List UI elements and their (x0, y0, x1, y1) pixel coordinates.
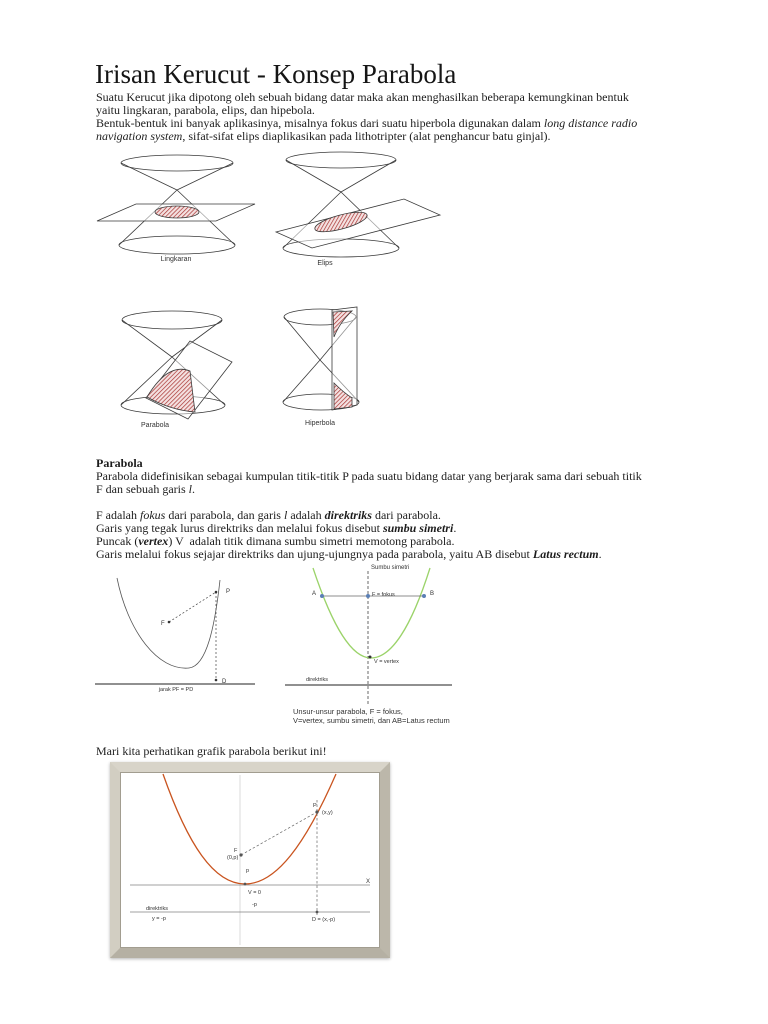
label-focus: F = fokus (372, 592, 395, 598)
cone-top-rim (121, 155, 233, 171)
figure-caption-line-2: V=vertex, sumbu simetri, dan AB=Latus rectum (293, 716, 450, 725)
definition-line-1: Parabola didefinisikan sebagai kumpulan titik-titik P pada suatu bidang datar yang berjarak sama dari sebuah titik (96, 469, 642, 483)
label-p: P (226, 589, 231, 595)
axis-line-text: Garis yang tegak lurus direktriks dan melalui fokus disebut (96, 521, 383, 535)
vertex-point (369, 656, 372, 659)
label-elips: Elips (317, 260, 333, 267)
point-p (315, 810, 318, 813)
term-fokus: fokus (140, 508, 166, 522)
graph-intro-text: Mari kita perhatikan grafik parabola berikut ini! (96, 744, 327, 758)
point-d (215, 679, 218, 682)
line-l-symbol: l (283, 508, 288, 522)
cone-parabola-section (121, 311, 232, 419)
label-parabola: Parabola (140, 422, 170, 429)
term-vertex: vertex (138, 534, 169, 548)
cone-side-line (286, 160, 341, 192)
label-p-coords: (x,y) (322, 810, 333, 816)
parabola-cross-section (147, 369, 195, 412)
label-f: F (161, 621, 165, 627)
intro-line-3-text: Bentuk-bentuk ini banyak aplikasinya, misalnya fokus dari suatu hiperbola digunakan dalam (96, 116, 544, 130)
vertex-point (244, 883, 247, 886)
point-a (320, 594, 324, 598)
label-vertex: V = vertex (374, 659, 399, 665)
cone-top-rim (122, 311, 222, 329)
term-navigation-system: navigation system (96, 129, 183, 143)
distance-caption: jarak PF = PD (158, 687, 194, 693)
circle-cross-section (155, 206, 199, 218)
focus-point (366, 594, 370, 598)
page-title: Irisan Kerucut - Konsep Parabola (95, 59, 457, 89)
focus-line-part: dari parabola. (371, 508, 441, 522)
point-b (422, 594, 426, 598)
point-d (316, 911, 319, 914)
label-f-coords: (0,p) (227, 855, 239, 861)
term-long-distance-radio: long distance radio (543, 116, 638, 130)
cone-side-line (283, 360, 320, 402)
label-p: P (313, 803, 317, 809)
label-hiperbola: Hiperbola (305, 420, 335, 427)
distance-definition-figure (95, 578, 255, 693)
parabola-graph (120, 772, 380, 948)
label-directrix: direktriks (146, 906, 169, 912)
focus-line-part: F adalah (96, 508, 140, 522)
intro-line-1: Suatu Kerucut jika dipotong oleh sebuah bidang datar maka akan menghasilkan beberapa kemungkinan bentuk (96, 90, 629, 104)
focus-point (239, 853, 242, 856)
intro-line-2: yaitu lingkaran, parabola, elips, dan hipebola. (96, 103, 315, 117)
term-direktriks: direktriks (324, 508, 372, 522)
line-l-symbol: l (188, 482, 192, 496)
parabola-curve (313, 568, 430, 658)
definition-line-2-end: . (192, 482, 195, 496)
cone-side-line (121, 163, 177, 190)
cone-hyperbola-section (283, 307, 359, 410)
focus-to-point-dashed (169, 592, 216, 622)
conic-sections-figure (0, 140, 768, 440)
term-latus-rectum: Latus rectum (532, 547, 599, 561)
label-f: F (234, 848, 238, 854)
label-a: A (312, 591, 317, 597)
cone-side-line (284, 317, 320, 360)
figure-caption-line-1: Unsur-unsur parabola, F = fokus, (293, 707, 403, 716)
axis-line-end: . (453, 521, 457, 535)
label-minus-p: -p (252, 902, 257, 908)
label-directrix-equation: y = -p (152, 916, 166, 922)
label-b: B (430, 591, 435, 597)
cone-side-line (122, 320, 172, 357)
vertex-line-end: ) V adalah titik dimana sumbu simetri memotong parabola. (168, 534, 455, 548)
cone-ellipse-section (276, 152, 440, 257)
intro-line-4-text: , sifat-sifat elips diaplikasikan pada lithotripter (alat penghancur batu ginjal). (182, 129, 551, 143)
axis-label: Sumbu simetri (371, 565, 410, 571)
parabola-diagrams (0, 560, 768, 730)
focus-line-part: adalah (287, 508, 325, 522)
definition-line-2 (96, 483, 195, 496)
focus-line-part: dari parabola, dan garis (165, 508, 284, 522)
cone-circle-section (97, 155, 255, 254)
label-p-distance: p (246, 868, 250, 874)
vertex-line-text: Puncak ( (96, 534, 139, 548)
parabola-curve (163, 774, 336, 884)
label-d: D = (x,-p) (312, 917, 336, 923)
parabola-elements-figure (285, 565, 452, 725)
cone-side-line (177, 163, 233, 190)
latus-line-end: . (598, 547, 602, 561)
graph-frame (110, 762, 390, 958)
label-d: D (222, 679, 227, 685)
term-sumbu-simetri: sumbu simetri (382, 521, 454, 535)
cone-bottom-rim (119, 236, 235, 254)
cone-side-line (341, 160, 396, 192)
label-vertex: V = 0 (248, 890, 261, 896)
definition-line-2-start: F dan sebuah garis (96, 482, 189, 496)
label-directrix: direktriks (306, 677, 329, 683)
focus-point (168, 621, 171, 624)
section-heading-parabola: Parabola (96, 456, 143, 470)
latus-line-text: Garis melalui fokus sejajar direktriks dan ujung-ujungnya pada parabola, yaitu AB disebut (96, 547, 533, 561)
point-p (215, 591, 218, 594)
x-axis-label: X (366, 879, 371, 885)
label-lingkaran: Lingkaran (160, 256, 192, 263)
cone-top-rim (286, 152, 396, 168)
